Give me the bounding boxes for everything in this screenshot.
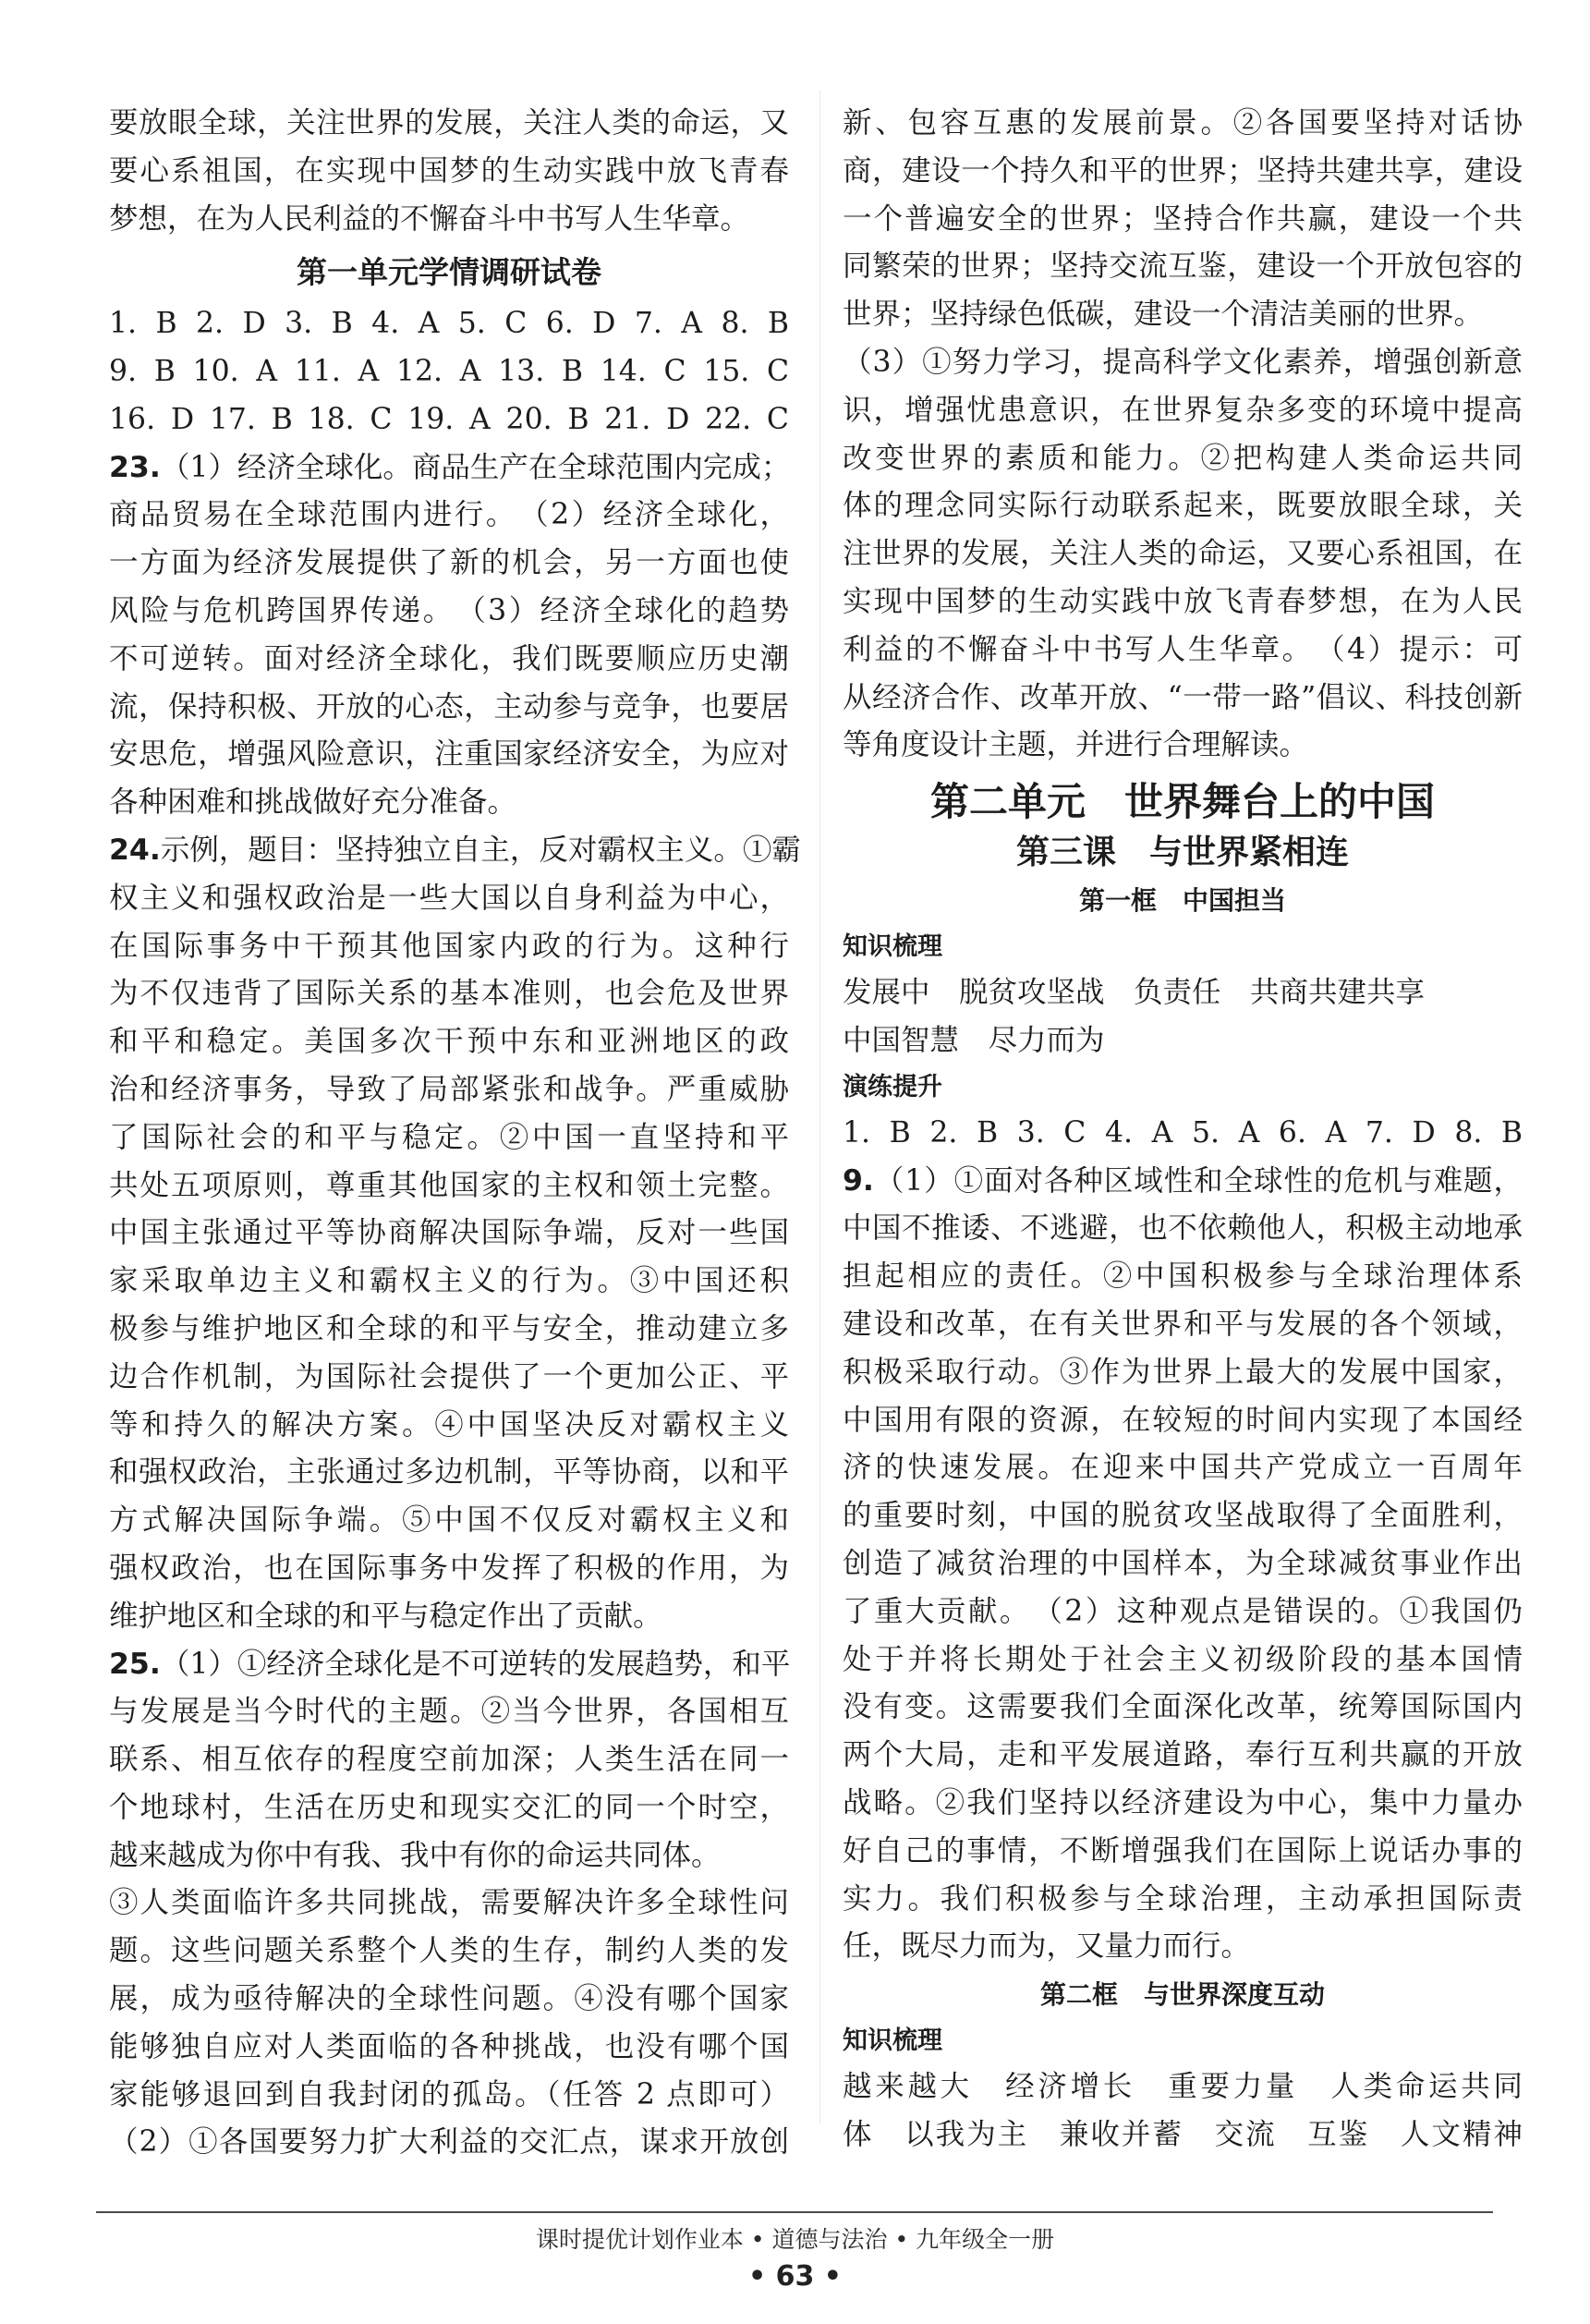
q23-line: 各种困难和挑战做好充分准备。 [109, 785, 517, 820]
q9-line: 两个大局，走和平发展道路，奉行互利共赢的开放 [843, 1738, 1523, 1772]
q24-line: 在国际事务中干预其他国家内政的行为。这种行 [109, 929, 789, 963]
answer: 18. C [308, 402, 393, 436]
answer: 20. B [505, 402, 589, 436]
page-number: • 63 • [748, 2260, 842, 2293]
q24-line: 维护地区和全球的和平与稳定作出了贡献。 [109, 1599, 662, 1633]
q25-cont-line: 体的理念同实际行动联系起来，既要放眼全球，关 [843, 489, 1523, 523]
answer: 16. D [109, 402, 195, 436]
q25-cont-line: 从经济合作、改革开放、“一带一路”倡议、科技创新 [843, 680, 1523, 714]
answer: 4. A [371, 307, 440, 341]
q23-line: 一方面为经济发展提供了新的机会，另一方面也使 [109, 546, 789, 580]
q24-line: 治和经济事务，导致了局部紧张和战争。严重威胁 [109, 1072, 789, 1106]
q25-cont-line: 识，增强忧患意识，在世界复杂多变的环境中提高 [843, 393, 1523, 427]
answer: 11. A [294, 354, 380, 388]
q9-line: 的重要时刻，中国的脱贫攻坚战取得了全面胜利， [843, 1499, 1523, 1533]
q24-line: 和平和稳定。美国多次干预中东和亚洲地区的政 [109, 1025, 789, 1059]
q25-line: 与发展是当今时代的主题。②当今世界，各国相互 [109, 1695, 789, 1729]
q9-line: 建设和改革，在有关世界和平与发展的各个领域， [843, 1307, 1523, 1341]
q25-line: 联系、相互依存的程度空前加深；人类生活在同一 [109, 1743, 789, 1777]
section-heading: 演练提升 [843, 1072, 942, 1101]
q25-cont-line: 等角度设计主题，并进行合理解读。 [843, 728, 1309, 762]
q9-line: 任，既尽力而为，又量力而行。 [843, 1929, 1251, 1964]
answer: 1. B [109, 307, 177, 341]
q24-line: 边合作机制，为国际社会提供了一个更加公正、平 [109, 1359, 789, 1393]
intro-line: 要放眼全球，关注世界的发展，关注人类的命运，又 [109, 106, 789, 140]
q24-line: 共处五项原则，尊重其他国家的主权和领土完整。 [109, 1168, 789, 1202]
left-column [109, 100, 801, 2167]
section-heading: 知识梳理 [843, 932, 942, 962]
q25-line: ③人类面临许多共同挑战，需要解决许多全球性问 [109, 1886, 789, 1920]
question-number: 23. [109, 450, 161, 484]
q9-line: 中国不推诿、不逃避，也不依赖他人，积极主动地承 [843, 1211, 1523, 1246]
question-number: 25. [109, 1647, 161, 1681]
q25-cont-line: 世界；坚持绿色低碳，建设一个清洁美丽的世界。 [843, 298, 1484, 332]
answer: 1. B [843, 1115, 911, 1150]
answer: 19. A [407, 402, 491, 436]
q23-line: 风险与危机跨国界传递。 （3）经济全球化的趋势 [109, 593, 789, 627]
q9-line: 好自己的事情，不断增强我们在国际上说话办事的 [843, 1833, 1523, 1868]
answer: 17. B [209, 402, 293, 436]
q25-line: （2）①各国要努力扩大利益的交汇点，谋求开放创 [109, 2125, 789, 2160]
q25-line: 展，成为亟待解决的全球性问题。④没有哪个国家 [109, 1982, 789, 2016]
knowledge-line: 中国智慧 尽力而为 [843, 1023, 1105, 1057]
q25-line: 能够独自应对人类面临的各种挑战，也没有哪个国 [109, 2029, 789, 2063]
q24-line: 权主义和强权政治是一些大国以自身利益为中心， [109, 881, 789, 915]
answer: 3. B [285, 307, 353, 341]
answer: 7. D [1365, 1115, 1436, 1150]
q24-line: 为不仅违背了国际关系的基本准则，也会危及世界 [109, 977, 789, 1011]
knowledge-line: 越来越大 经济增长 重要力量 人类命运共同 [843, 2070, 1523, 2104]
answer: 21. D [604, 402, 690, 436]
frame-title: 第一框 中国担当 [1078, 885, 1286, 917]
q25-cont-line: 改变世界的素质和能力。②把构建人类命运共同 [843, 441, 1523, 475]
q25-line: 题。这些问题关系整个人类的生存，制约人类的发 [109, 1934, 789, 1968]
question-number: 24. [109, 833, 161, 867]
q9-line: 中国用有限的资源，在较短的时间内实现了本国经 [843, 1403, 1523, 1437]
q24-line: 了国际社会的和平与稳定。②中国一直坚持和平 [109, 1120, 789, 1154]
q25-cont-line: 实现中国梦的生动实践中放飞青春梦想，在为人民 [843, 584, 1523, 618]
answer-row [109, 300, 789, 348]
q24-line: 24.示例，题目：坚持独立自主，反对霸权主义。①霸 [109, 833, 801, 867]
intro-line: 梦想，在为人民利益的不懈奋斗中书写人生华章。 [109, 201, 750, 236]
q9-line: 担起相应的责任。②中国积极参与全球治理体系 [843, 1259, 1523, 1294]
q9-line: 没有变。这需要我们全面深化改革，统筹国际国内 [843, 1690, 1523, 1724]
answer: 8. B [721, 307, 790, 341]
column-divider [819, 91, 820, 2123]
answer-row [843, 1110, 1523, 1158]
right-column [843, 100, 1523, 2160]
q25-cont-line: 商，建设一个持久和平的世界；坚持共建共享，建设 [843, 153, 1523, 188]
answer: 6. D [545, 307, 616, 341]
q23-line: 不可逆转。面对经济全球化，我们既要顺应历史潮 [109, 641, 789, 675]
answer: 10. A [192, 354, 278, 388]
q25-line: 越来越成为你中有我、我中有你的命运共同体。 [109, 1838, 721, 1872]
answer: 5. A [1191, 1115, 1260, 1150]
answer: 3. C [1016, 1115, 1086, 1150]
q24-line: 强权政治，也在国际事务中发挥了积极的作用，为 [109, 1551, 789, 1585]
q25-cont-line: 利益的不懈奋斗中书写人生华章。 （4）提示：可 [843, 632, 1523, 666]
section-heading: 知识梳理 [843, 2026, 942, 2056]
answer: 2. B [929, 1115, 999, 1150]
knowledge-line: 体 以我为主 兼收并蓄 交流 互鉴 人文精神 [843, 2117, 1523, 2151]
q25-line: 个地球村，生活在历史和现实交汇的同一个时空， [109, 1790, 789, 1824]
answer: 8. B [1454, 1115, 1523, 1150]
q24-line: 家采取单边主义和霸权主义的行为。③中国还积 [109, 1264, 789, 1298]
q24-line: 和强权政治，主张通过多边机制，平等协商，以和平 [109, 1455, 789, 1490]
answer-row [109, 348, 789, 396]
answer: 15. C [703, 354, 790, 388]
q23-line: 23.（1）经济全球化。商品生产在全球范围内完成； [109, 450, 791, 484]
answer: 12. A [395, 354, 481, 388]
q25-cont-line: 新、包容互惠的发展前景。②各国要坚持对话协 [843, 106, 1523, 140]
q25-line: 家能够退回到自我封闭的孤岛。（任答 2 点即可） [109, 2077, 789, 2111]
q9-line: 处于并将长期处于社会主义初级阶段的基本国情 [843, 1642, 1523, 1676]
lesson-title: 第三课 与世界紧相连 [1015, 833, 1349, 872]
intro-line: 要心系祖国，在实现中国梦的生动实践中放飞青春 [109, 153, 789, 188]
q9-line: 实力。我们积极参与全球治理，主动承担国际责 [843, 1881, 1523, 1916]
knowledge-line: 发展中 脱贫攻坚战 负责任 共商共建共享 [843, 976, 1426, 1010]
answer-row [109, 396, 789, 444]
footer-book-title: 课时提优计划作业本 • 道德与法治 • 九年级全一册 [535, 2226, 1055, 2253]
q25-cont-line: 注世界的发展，关注人类的命运，又要心系祖国，在 [843, 537, 1523, 571]
answer: 13. B [498, 354, 584, 388]
q9-line: 积极采取行动。③作为世界上最大的发展中国家， [843, 1355, 1523, 1389]
unit-test-heading: 第一单元学情调研试卷 [297, 254, 601, 291]
answer: 5. C [457, 307, 528, 341]
answer: 4. A [1105, 1115, 1173, 1150]
answer: 14. C [600, 354, 686, 388]
q24-line: 等和持久的解决方案。④中国坚决反对霸权主义 [109, 1407, 789, 1442]
q23-line: 安思危，增强风险意识，注重国家经济安全，为应对 [109, 737, 789, 772]
q9-line: 济的快速发展。在迎来中国共产党成立一百周年 [843, 1451, 1523, 1485]
q24-line: 方式解决国际争端。⑤中国不仅反对霸权主义和 [109, 1503, 789, 1538]
answer: 6. A [1278, 1115, 1347, 1150]
q25-cont-line: 一个普遍安全的世界；坚持合作共赢，建设一个共 [843, 201, 1523, 236]
question-number: 9. [843, 1163, 874, 1198]
answer: 9. B [109, 354, 176, 388]
q23-line: 流，保持积极、开放的心态，主动参与竞争，也要居 [109, 689, 789, 724]
q9-line: 了重大贡献。 （2）这种观点是错误的。①我国仍 [843, 1594, 1523, 1628]
footer-rule [96, 2211, 1493, 2213]
q23-line: 商品贸易在全球范围内进行。 （2）经济全球化， [109, 498, 789, 532]
q25-line: 25.（1）①经济全球化是不可逆转的发展趋势，和平 [109, 1647, 791, 1681]
answer: 7. A [634, 307, 703, 341]
q9-line: 创造了减贫治理的中国样本，为全球减贫事业作出 [843, 1546, 1523, 1580]
unit-title: 第二单元 世界舞台上的中国 [929, 779, 1435, 825]
q24-line: 极参与维护地区和全球的和平与安全，推动建立多 [109, 1311, 789, 1345]
q9-line: 战略。②我们坚持以经济建设为中心，集中力量办 [843, 1785, 1523, 1819]
q25-cont-line: （3）①努力学习，提高科学文化素养，增强创新意 [843, 345, 1523, 379]
frame-title: 第二框 与世界深度互动 [1039, 1979, 1325, 2011]
answer: 2. D [196, 307, 266, 341]
answer: 22. C [705, 402, 790, 436]
q24-line: 中国主张通过平等协商解决国际争端，反对一些国 [109, 1216, 789, 1250]
q25-cont-line: 同繁荣的世界；坚持交流互鉴，建设一个开放包容的 [843, 249, 1523, 284]
q9-line: 9.（1）①面对各种区域性和全球性的危机与难题， [843, 1163, 1523, 1198]
